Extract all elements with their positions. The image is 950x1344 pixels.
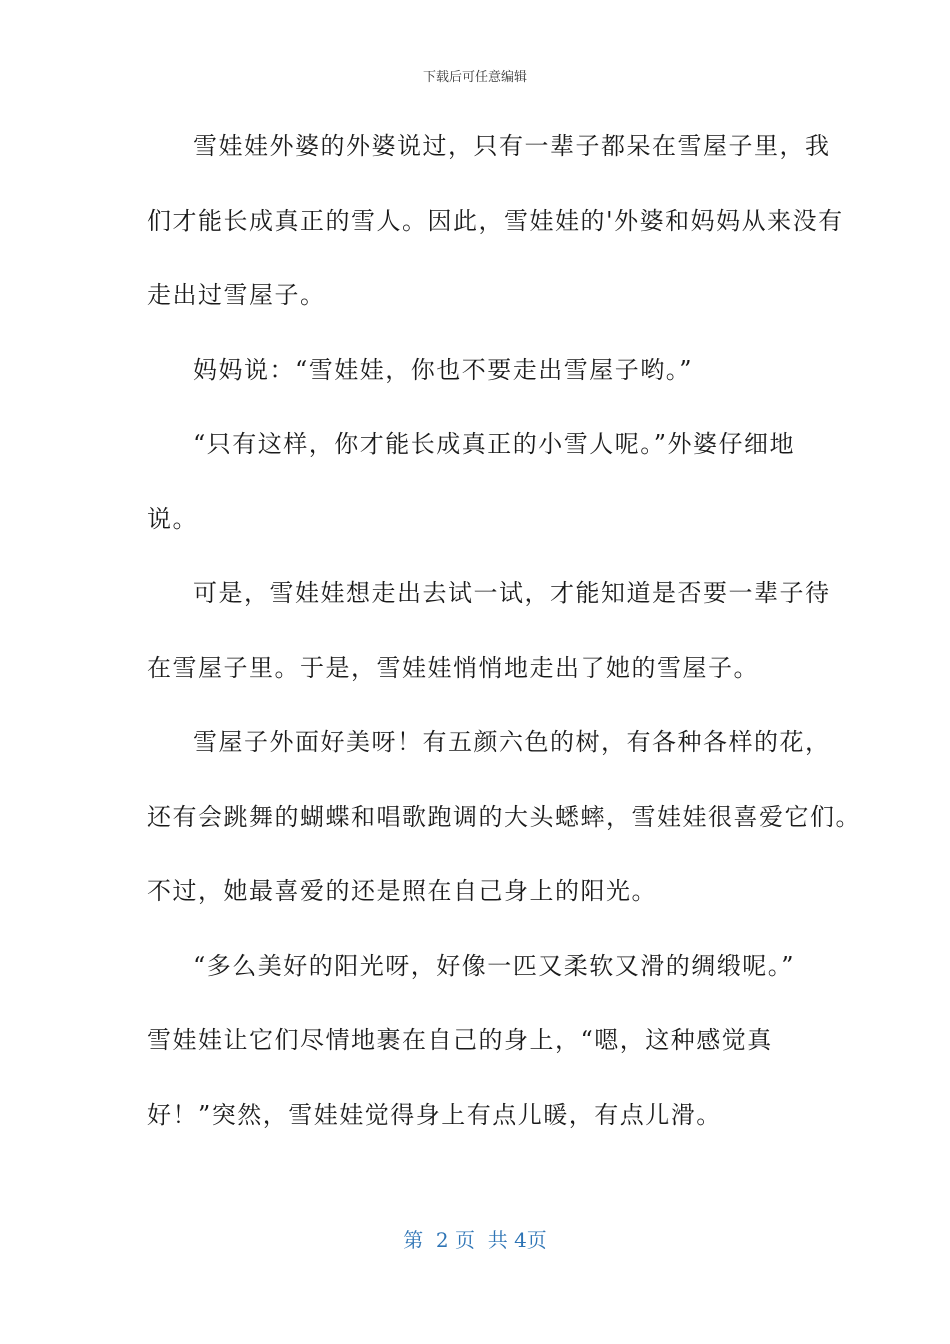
text-line: “只有这样，你才能长成真正的小雪人呢。”外婆仔细地: [193, 430, 796, 458]
text-line: 雪娃娃外婆的外婆说过，只有一辈子都呆在雪屋子里，我: [193, 132, 831, 160]
text-line: 好！”突然，雪娃娃觉得身上有点儿暖，有点儿滑。: [147, 1100, 722, 1129]
text-line: 走出过雪屋子。: [147, 281, 326, 309]
document-body: [147, 122, 861, 1165]
page-number-footer: 第 2 页 共 4页: [403, 1228, 547, 1252]
text-line: 还有会跳舞的蝴蝶和唱歌跑调的大头蟋蟀，雪娃娃很喜爱它们。: [147, 802, 861, 831]
text-line: 可是，雪娃娃想走出去试一试，才能知道是否要一辈子待: [193, 579, 831, 607]
text-line: 在雪屋子里。于是，雪娃娃悄悄地走出了她的雪屋子。: [147, 653, 759, 682]
text-line: 雪娃娃让它们尽情地裹在自己的身上，“嗯，这种感觉真: [147, 1026, 773, 1054]
text-line: 们才能长成真正的雪人。因此，雪娃娃的'外婆和妈妈从来没有: [147, 206, 844, 235]
text-line: 雪屋子外面好美呀！有五颜六色的树，有各种各样的花，: [193, 728, 831, 756]
page-header: 下载后可任意编辑: [422, 70, 527, 85]
text-line: “多么美好的阳光呀，好像一匹又柔软又滑的绸缎呢。”: [193, 951, 796, 980]
text-line: 不过，她最喜爱的还是照在自己身上的阳光。: [147, 877, 657, 905]
text-line: 说。: [147, 504, 198, 533]
text-line: 妈妈说：“雪娃娃，你也不要走出雪屋子哟。”: [193, 355, 694, 384]
